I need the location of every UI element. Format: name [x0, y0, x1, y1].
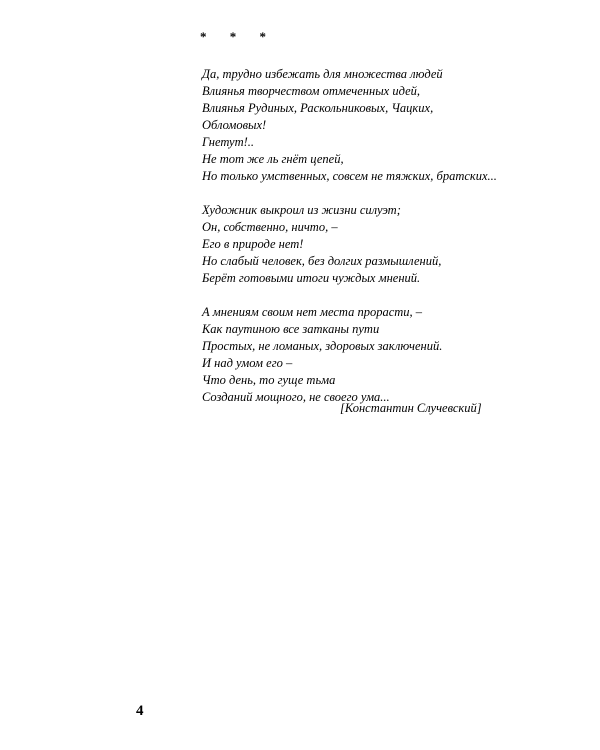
section-ornament: * * *: [200, 29, 276, 44]
poem-line: Да, трудно избежать для множества людей: [202, 67, 443, 81]
poem-line: Его в природе нет!: [202, 237, 304, 251]
poem-line: Влиянья Рудиных, Раскольниковых, Чацких,: [202, 101, 434, 115]
poem-line: Не тот же ль гнёт цепей,: [202, 152, 344, 166]
poem-line: Гнетут!..: [202, 135, 255, 149]
stanza-3: [202, 304, 502, 406]
poem-line: Созданий мощного, не своего ума...: [202, 390, 390, 404]
stanza-2: [202, 202, 502, 287]
poem-line: А мнениям своим нет места прорасти, –: [202, 305, 423, 319]
poem-line: Обломовых!: [202, 118, 267, 132]
poem-line: Простых, не ломаных, здоровых заключений.: [202, 339, 443, 353]
page-number: 4: [136, 703, 144, 719]
poem-line: Влиянья творчеством отмеченных идей,: [202, 84, 420, 98]
poem-line: Но только умственных, совсем не тяжких, братских...: [202, 169, 497, 183]
poem-line: И над умом его –: [202, 356, 293, 370]
poem: [202, 66, 502, 423]
poem-line: Он, собственно, ничто, –: [202, 220, 338, 234]
poem-line: Художник выкроил из жизни силуэт;: [202, 203, 401, 217]
poem-line: Берёт готовыми итоги чуждых мнений.: [202, 271, 421, 285]
poem-line: Но слабый человек, без долгих размышлений,: [202, 254, 442, 268]
poem-line: Как паутиною все затканы пути: [202, 322, 380, 336]
poem-line: Что день, то гуще тьма: [202, 373, 336, 387]
author-signature: [Константин Случевский]: [340, 401, 482, 415]
stanza-1: [202, 66, 502, 185]
